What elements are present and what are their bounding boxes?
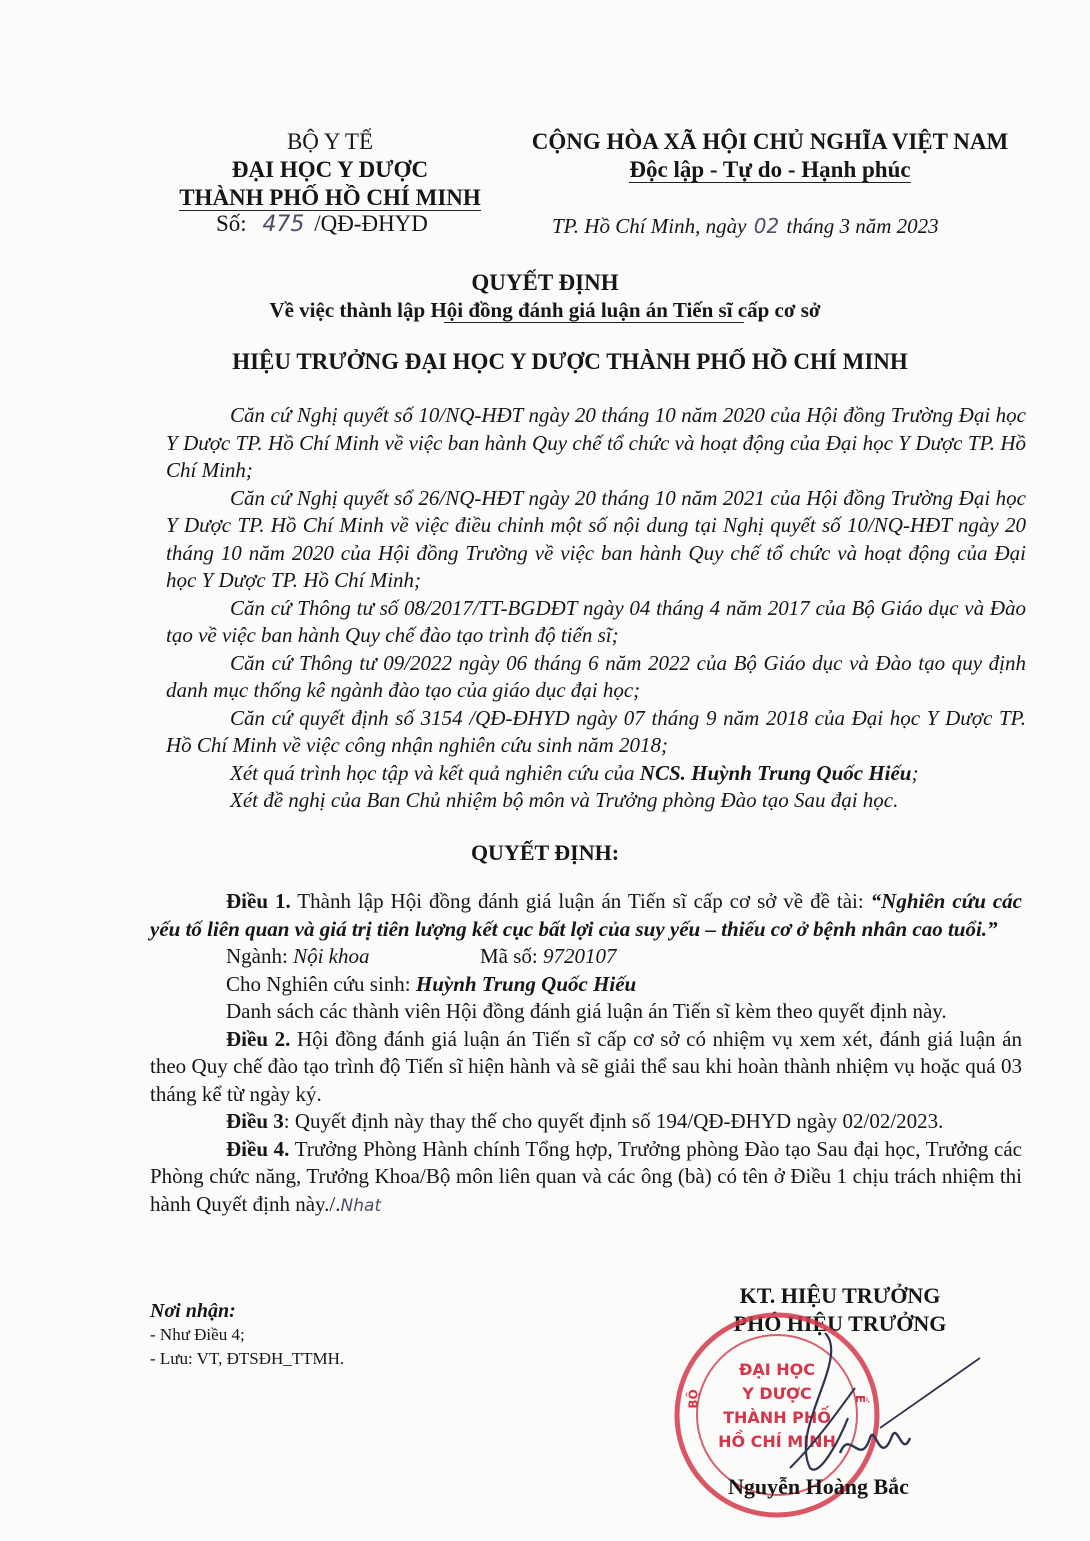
consideration-2: Xét đề nghị của Ban Chủ nhiệm bộ môn và Trưởng phòng Đào tạo Sau đại học.: [230, 788, 899, 812]
articles: [150, 888, 1022, 1220]
stamp-text: ĐẠI HỌC Y DƯỢC THÀNH PHỐ HỒ CHÍ MINH: [718, 1360, 836, 1451]
handwritten-signature: [730, 1318, 990, 1488]
signature-title-line1: KT. HIỆU TRƯỞNG: [739, 1283, 941, 1308]
handwritten-number: 475: [262, 212, 305, 237]
legal-bases: [166, 402, 1026, 815]
stamp-side-right: Ế: [853, 1394, 868, 1404]
basis-item: Căn cứ Thông tư số 08/2017/TT-BGDĐT ngày 04 tháng 4 năm 2017 của Bộ Giáo dục và Đào tạo về việc ban hành Quy chế đào tạo trình độ tiến sĩ;: [166, 595, 1026, 647]
basis-item: Căn cứ Nghị quyết số 26/NQ-HĐT ngày 20 tháng 10 năm 2021 của Hội đồng Trường Đại học Y Dược TP. Hồ Chí Minh về việc điều chỉnh một số nội dung tại Nghị quyết số 10/NQ-HĐT ngày 20 tháng 10 năm 2020 của Hội đồng Trường về việc ban hành Quy chế tổ chức và hoạt động của Đại học Y Dược TP. Hồ Chí Minh;: [166, 485, 1026, 592]
country-name: CỘNG HÒA XÃ HỘI CHỦ NGHĨA VIỆT NAM: [531, 129, 1009, 154]
consideration-1: Xét quá trình học tập và kết quả nghiên cứu của NCS. Huỳnh Trung Quốc Hiếu;: [230, 760, 919, 785]
stamp-side-left: BỘ: [686, 1389, 701, 1409]
recipient-item: - Như Điều 4;: [150, 1325, 245, 1344]
document-date: TP. Hồ Chí Minh, ngày 02 tháng 3 năm 2023: [552, 214, 939, 238]
ministry-name: BỘ Y TẾ: [286, 129, 374, 154]
thesis-topic: “Nghiên cứu các yếu tố liên quan và giá trị tiên lượng kết cục bất lợi của suy yếu – thiếu cơ ở bệnh nhân cao tuổi.”: [150, 889, 1023, 941]
major-line: Ngành: Nội khoa Mã số: 9720107: [226, 944, 617, 968]
university-name-line1: ĐẠI HỌC Y DƯỢC: [231, 157, 429, 182]
recipients-heading: Nơi nhận:: [150, 1300, 236, 1322]
decision-heading: QUYẾT ĐỊNH:: [470, 840, 620, 865]
header-left: [150, 128, 510, 212]
subject-underline: [444, 322, 744, 323]
recipients: [150, 1300, 470, 1371]
recipient-item: - Lưu: VT, ĐTSĐH_TTMH.: [150, 1349, 345, 1368]
handwritten-initials: Nhat: [340, 1195, 382, 1216]
header-right: [515, 128, 1025, 184]
basis-item: Căn cứ Nghị quyết số 10/NQ-HĐT ngày 20 tháng 10 năm 2020 của Hội đồng Trường Đại học Y Dược TP. Hồ Chí Minh về việc ban hành Quy chế tổ chức và hoạt động của Đại học Y Dược TP. Hồ Chí Minh;: [166, 403, 1026, 482]
signer-name: Nguyễn Hoàng Bắc: [728, 1474, 909, 1499]
motto: Độc lập - Tự do - Hạnh phúc: [629, 157, 911, 182]
article-2: Điều 2. Hội đồng đánh giá luận án Tiến sĩ cấp cơ sở có nhiệm vụ xem xét, đánh giá luận án theo Quy chế đào tạo trình độ Tiến sĩ hiện hành và sẽ giải thể sau khi hoàn thành nhiệm vụ hoặc quá 03 tháng kể từ ngày ký.: [150, 1026, 1023, 1106]
members-note: Danh sách các thành viên Hội đồng đánh giá luận án Tiến sĩ kèm theo quyết định này.: [226, 999, 947, 1023]
handwritten-day: 02: [753, 214, 780, 238]
article-1: Điều 1. Thành lập Hội đồng đánh giá luận án Tiến sĩ cấp cơ sở về đề tài: “Nghiên cứu các yếu tố liên quan và giá trị tiên lượng kết cục bất lợi của suy yếu – thiếu cơ ở bệnh nhân cao tuổi.”: [150, 889, 1023, 941]
basis-item: Căn cứ Thông tư 09/2022 ngày 06 tháng 6 năm 2022 của Bộ Giáo dục và Đào tạo quy định danh mục thống kê ngành đào tạo của giáo dục đại học;: [166, 650, 1026, 702]
student-line: Cho Nghiên cứu sinh: Huỳnh Trung Quốc Hiếu: [226, 971, 637, 996]
article-3: Điều 3: Quyết định này thay thế cho quyết định số 194/QĐ-ĐHYD ngày 02/02/2023.: [226, 1109, 944, 1133]
decision-subject: Về việc thành lập Hội đồng đánh giá luận án Tiến sĩ cấp cơ sở: [269, 298, 821, 322]
signature-title-line2: PHÓ HIỆU TRƯỞNG: [733, 1311, 947, 1336]
authority-title: HIỆU TRƯỞNG ĐẠI HỌC Y DƯỢC THÀNH PHỐ HỒ CHÍ MINH: [232, 349, 908, 374]
article-4: Điều 4. Trưởng Phòng Hành chính Tổng hợp, Trưởng phòng Đào tạo Sau đại học, Trưởng các Phòng chức năng, Trưởng Khoa/Bộ môn liên quan và các ông (bà) có tên ở Điều 1 chịu trách nhiệm thi hành Quyết định này./.Nhat: [150, 1136, 1022, 1216]
document-number: Số: 475 /QĐ-ĐHYD: [216, 211, 428, 237]
basis-item: Căn cứ quyết định số 3154 /QĐ-ĐHYD ngày 07 tháng 9 năm 2018 của Đại học Y Dược TP. Hồ Chí Minh về việc công nhận nghiên cứu sinh năm 2018;: [166, 705, 1026, 757]
university-name-line2: THÀNH PHỐ HỒ CHÍ MINH: [179, 185, 481, 210]
decision-title: QUYẾT ĐỊNH: [471, 270, 619, 295]
